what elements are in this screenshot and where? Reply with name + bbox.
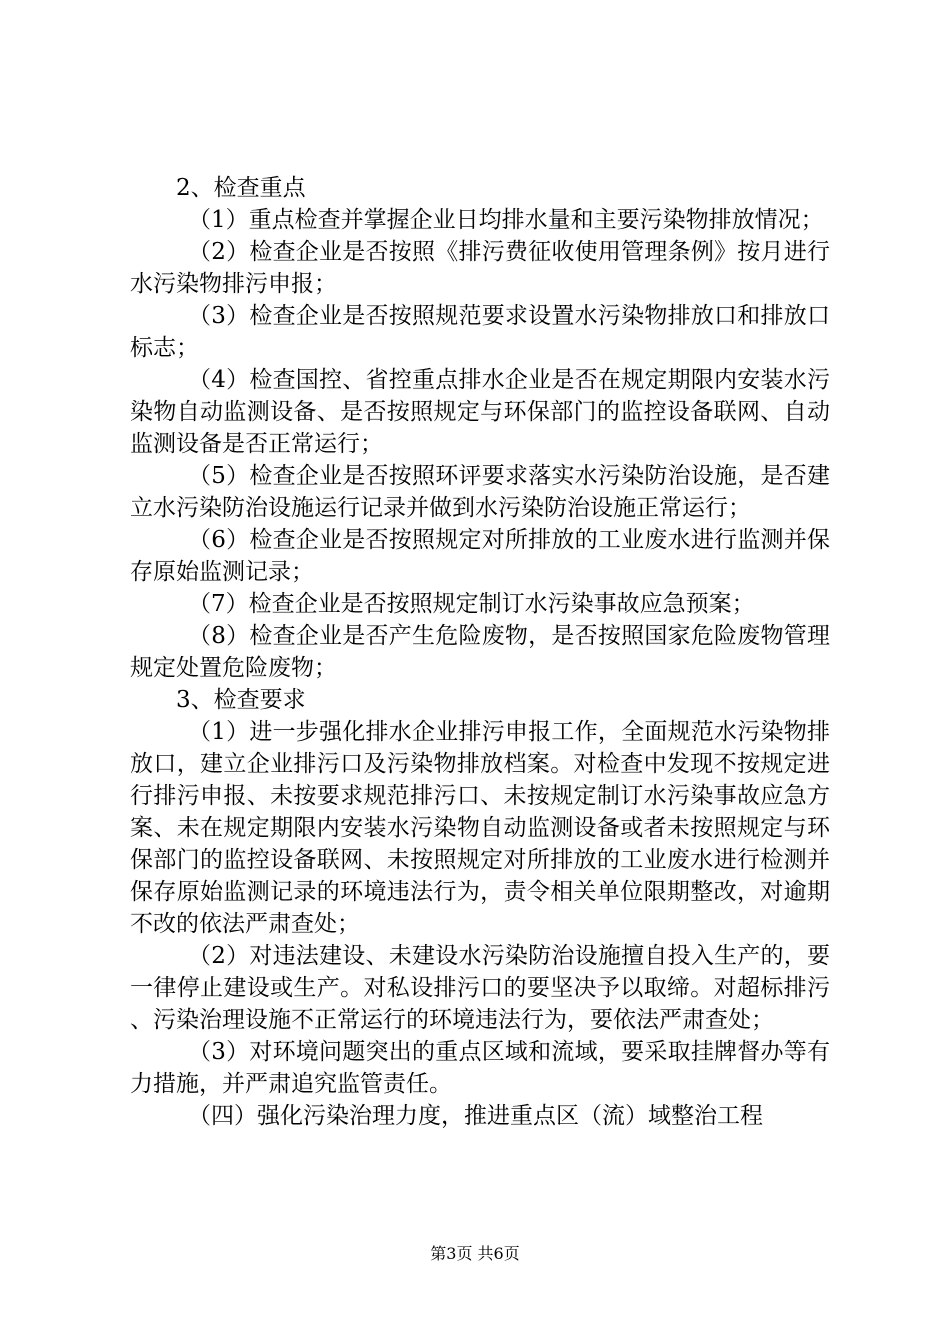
page-number-footer: 第3页 共6页 (430, 1244, 520, 1263)
document-paragraph: （8）检查企业是否产生危险废物，是否按照国家危险废物管理规定处置危险废物； (130, 623, 830, 681)
document-paragraph: （3）对环境问题突出的重点区域和流域，要采取挂牌督办等有力措施，并严肃追究监管责任。 (130, 1039, 830, 1097)
document-paragraph: （2）检查企业是否按照《排污费征收使用管理条例》按月进行水污染物排污申报； (130, 239, 830, 297)
document-paragraph: （7）检查企业是否按照规定制订水污染事故应急预案； (188, 591, 755, 617)
document-paragraph: （4）检查国控、省控重点排水企业是否在规定期限内安装水污染物自动监测设备、是否按照规定与环保部门的监控设备联网、自动监测设备是否正常运行； (130, 367, 830, 457)
document-paragraph: （3）检查企业是否按照规范要求设置水污染物排放口和排放口标志； (130, 303, 830, 361)
document-paragraph: （5）检查企业是否按照环评要求落实水污染防治设施，是否建立水污染防治设施运行记录并做到水污染防治设施正常运行； (130, 463, 830, 521)
document-body (130, 172, 830, 1132)
document-paragraph: 2、检查重点 (176, 175, 306, 201)
document-paragraph: （1）重点检查并掌握企业日均排水量和主要污染物排放情况； (188, 207, 824, 233)
document-paragraph: （四）强化污染治理力度，推进重点区（流）域整治工程 (188, 1103, 763, 1129)
document-paragraph: （1）进一步强化排水企业排污申报工作，全面规范水污染物排放口，建立企业排污口及污染物排放档案。对检查中发现不按规定进行排污申报、未按要求规范排污口、未按规定制订水污染事故应急方案、未在规定期限内安装水污染物自动监测设备或者未按照规定与环保部门的监控设备联网、未按照规定对所排放的工业废水进行检测并保存原始监测记录的环境违法行为，责令相关单位限期整改，对逾期不改的依法严肃查处； (130, 719, 830, 937)
document-paragraph: （6）检查企业是否按照规定对所排放的工业废水进行监测并保存原始监测记录； (130, 527, 830, 585)
document-paragraph: （2）对违法建设、未建设水污染防治设施擅自投入生产的，要一律停止建设或生产。对私设排污口的要坚决予以取缔。对超标排污、污染治理设施不正常运行的环境违法行为，要依法严肃查处； (130, 943, 830, 1033)
document-paragraph: 3、检查要求 (176, 687, 306, 713)
